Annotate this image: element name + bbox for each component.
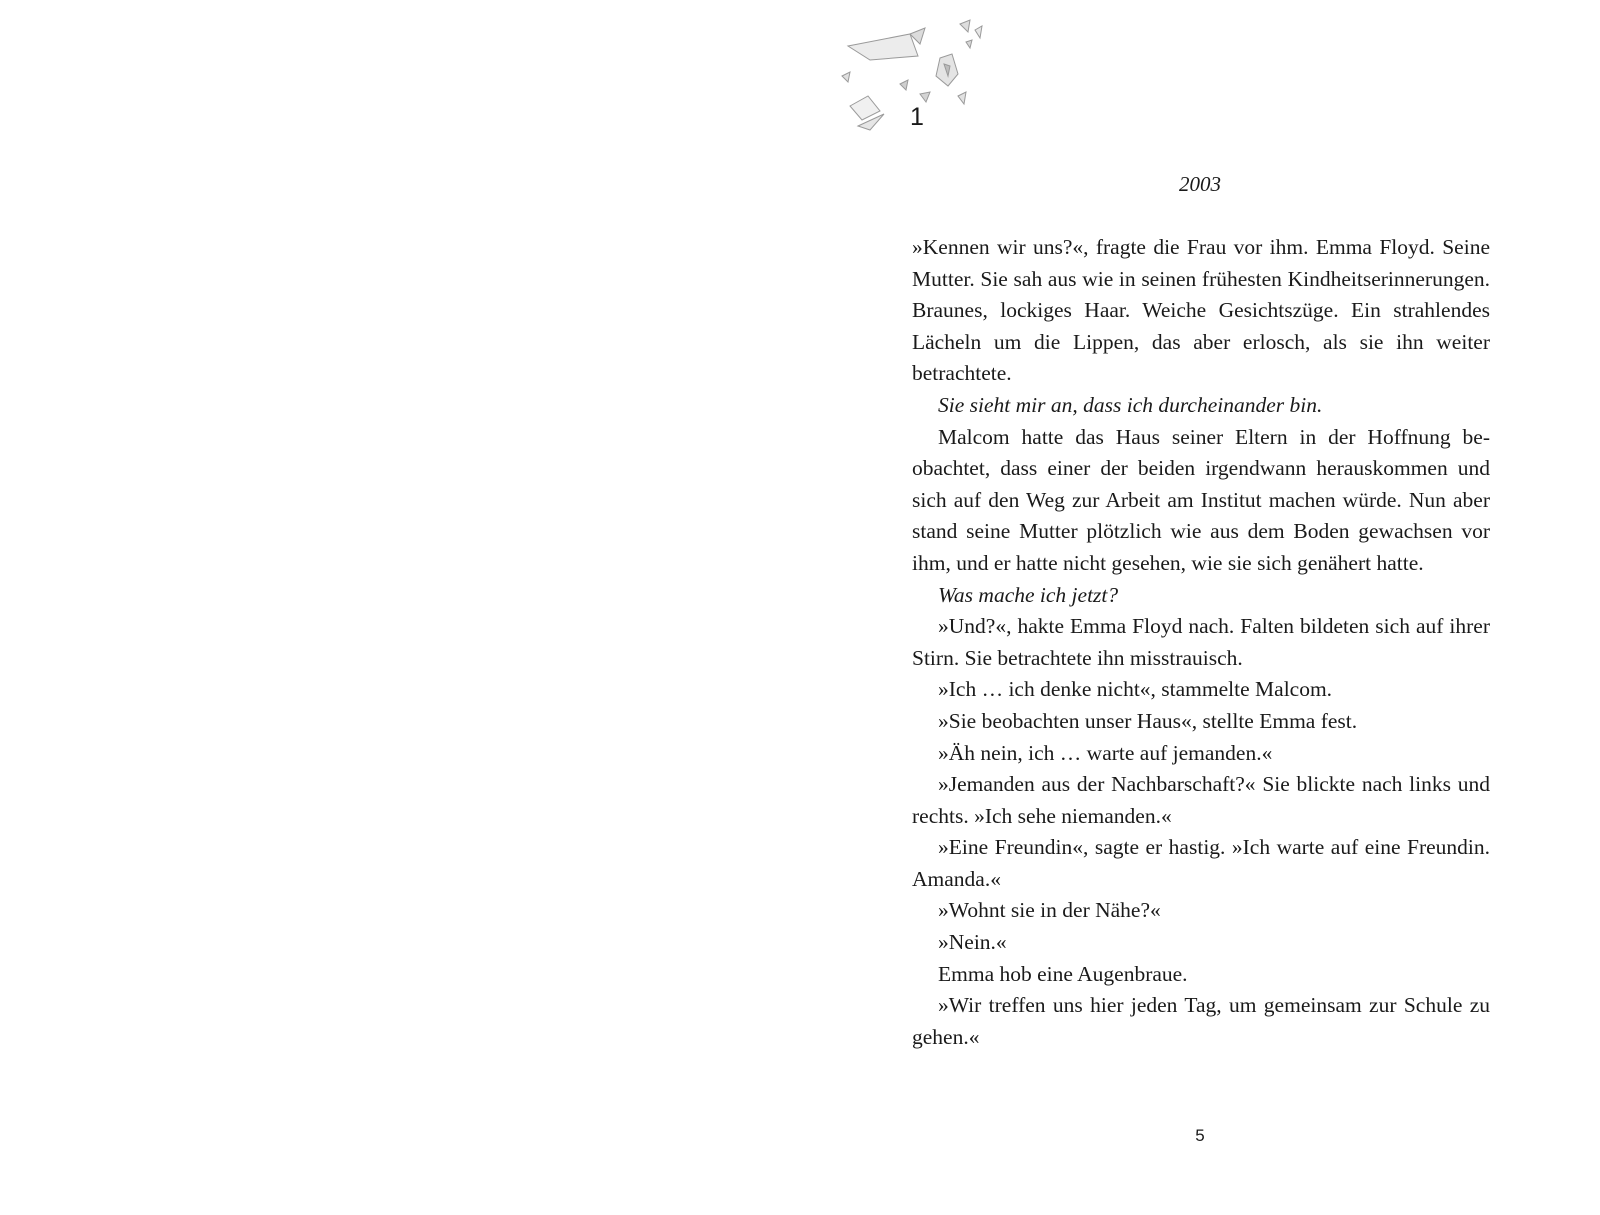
paragraph: »Wir treffen uns hier jeden Tag, um gemeinsam zur Schule zu gehen.« — [912, 993, 1490, 1049]
paragraph: Emma hob eine Augenbraue. — [938, 961, 1188, 986]
paragraph: »Jemanden aus der Nachbarschaft?« Sie blickte nach links und rechts. »Ich sehe niemanden.« — [912, 772, 1490, 828]
paragraph: »Nein.« — [938, 930, 1007, 955]
chapter-body-text — [912, 232, 1490, 1053]
paragraph: »Wohnt sie in der Nähe?« — [938, 898, 1161, 923]
page-number: 5 — [1195, 1126, 1205, 1145]
chapter-number: 1 — [910, 103, 924, 131]
paragraph: »Ich … ich denke nicht«, stammelte Malcom. — [938, 677, 1333, 702]
shattered-glass-icon — [840, 16, 1020, 136]
paragraph: »Äh nein, ich … warte auf jemanden.« — [938, 740, 1273, 765]
paragraph: »Eine Freundin«, sagte er hastig. »Ich warte auf eine Freundin. Amanda.« — [912, 835, 1490, 891]
paragraph: Sie sieht mir an, dass ich durcheinander bin. — [938, 392, 1323, 417]
chapter-year-heading: 2003 — [1179, 172, 1221, 196]
paragraph: »Kennen wir uns?«, fragte die Frau vor ihm. Emma Floyd. Seine Mutter. Sie sah aus wie in seinen frühesten Kindheitserinnerungen. Braunes, lockiges Haar. Weiche Gesichtszüge. Ein strahlendes Lächeln um die Lippen, das aber erlosch, als sie ihn weiter betrachtete. — [912, 235, 1490, 386]
paragraph: Was mache ich jetzt? — [938, 582, 1119, 607]
paragraph: »Sie beobachten unser Haus«, stellte Emma fest. — [938, 708, 1358, 733]
paragraph: »Und?«, hakte Emma Floyd nach. Falten bildeten sich auf ihrer Stirn. Sie betrachtete ihn misstrauisch. — [912, 614, 1490, 670]
paragraph: Malcom hatte das Haus seiner Eltern in der Hoffnung beobachtet, dass einer der beiden irgendwann herauskommen und sich auf den Weg zur Arbeit am Institut machen würde. Nun aber stand seine Mutter plötzlich wie aus dem Boden gewachsen vor ihm, und er hatte nicht gesehen, wie sie sich genähert hatte. — [912, 424, 1490, 575]
